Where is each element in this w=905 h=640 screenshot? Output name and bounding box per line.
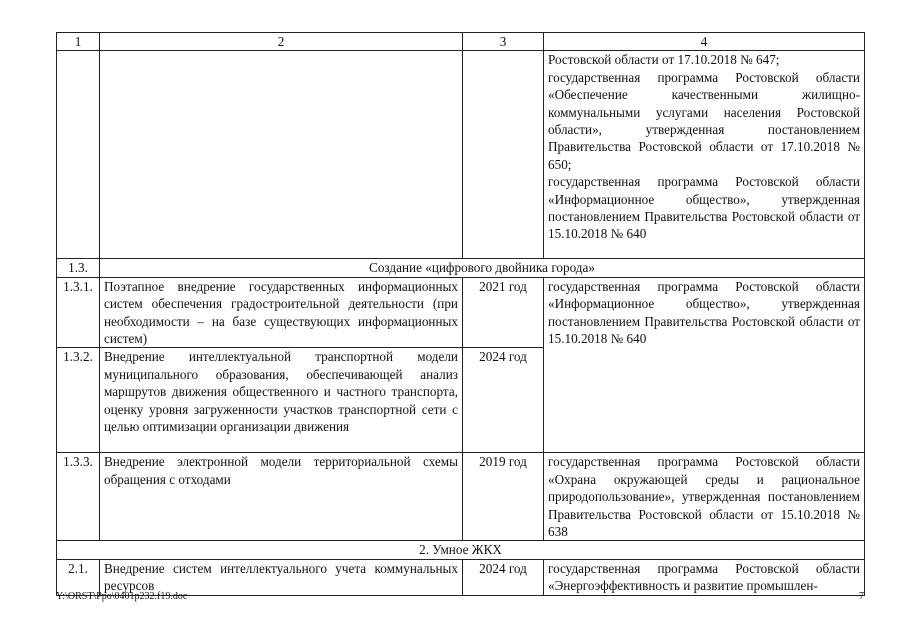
section-num: 1.3. <box>57 259 100 277</box>
row-text: Внедрение электронной модели территориальной схемы обращения с отходами <box>100 453 463 541</box>
header-col-3: 3 <box>463 33 544 51</box>
row-num: 2.1. <box>57 559 100 595</box>
row-num: 1.3.3. <box>57 453 100 541</box>
row-program: государственная программа Ростовской области «Охрана окружающей среды и рациональное природопользование», утвержденная постановлением Правительства Ростовской области от 15.10.2018 № 638 <box>544 453 865 541</box>
section-row-1-3 <box>57 259 865 277</box>
row-text: Внедрение систем интеллектуального учета коммунальных ресурсов <box>100 559 463 595</box>
table-row <box>57 559 865 595</box>
row-year: 2024 год <box>463 559 544 595</box>
table-row <box>57 277 865 348</box>
row-text: Внедрение интеллектуальной транспортной модели муниципального образования, обеспечивающей анализ маршрутов движения общественного и частного транспорта, оценку уровня загруженности участков транспортной сети с целью оптимизации организации движения <box>100 348 463 453</box>
section-row-2 <box>57 541 865 559</box>
continued-row <box>57 51 865 259</box>
cont-year-cell <box>463 51 544 259</box>
page-number: 7 <box>859 591 864 602</box>
cont-program-line-3: государственная программа Ростовской области «Информационное общество», утвержденная постановлением Правительства Ростовской области от 15.10.2018 № 640 <box>548 174 860 242</box>
header-col-4: 4 <box>544 33 865 51</box>
program-table <box>56 32 865 596</box>
cont-program-line-1: Ростовской области от 17.10.2018 № 647; <box>548 52 780 68</box>
row-num: 1.3.1. <box>57 277 100 348</box>
section-title: 2. Умное ЖКХ <box>57 541 865 559</box>
cont-num-cell <box>57 51 100 259</box>
row-year: 2024 год <box>463 348 544 453</box>
header-col-1: 1 <box>57 33 100 51</box>
section-title: Создание «цифрового двойника города» <box>100 259 865 277</box>
row-program: государственная программа Ростовской области «Информационное общество», утвержденная постановлением Правительства Ростовской области от 15.10.2018 № 640 <box>544 277 865 453</box>
header-row <box>57 33 865 51</box>
row-num: 1.3.2. <box>57 348 100 453</box>
cont-program-line-2: государственная программа Ростовской области «Обеспечение качественными жилищно-коммунальными услугами населения Ростовской области», утвержденная постановлением Правительства Ростовской области от 17.10.2018 № 650; <box>548 69 860 172</box>
row-year: 2019 год <box>463 453 544 541</box>
row-year: 2021 год <box>463 277 544 348</box>
table-row <box>57 453 865 541</box>
cont-program-cell <box>544 51 865 259</box>
header-col-2: 2 <box>100 33 463 51</box>
cont-text-cell <box>100 51 463 259</box>
footer-file-path: Y:\ORST\Ppo\0401p232.f19.doc <box>56 591 188 602</box>
row-program: государственная программа Ростовской области «Энергоэффективность и развитие промышлен- <box>544 559 865 595</box>
row-text: Поэтапное внедрение государственных информационных систем обеспечения градостроительной деятельности (при необходимости – на базе существующих информационных систем) <box>100 277 463 348</box>
